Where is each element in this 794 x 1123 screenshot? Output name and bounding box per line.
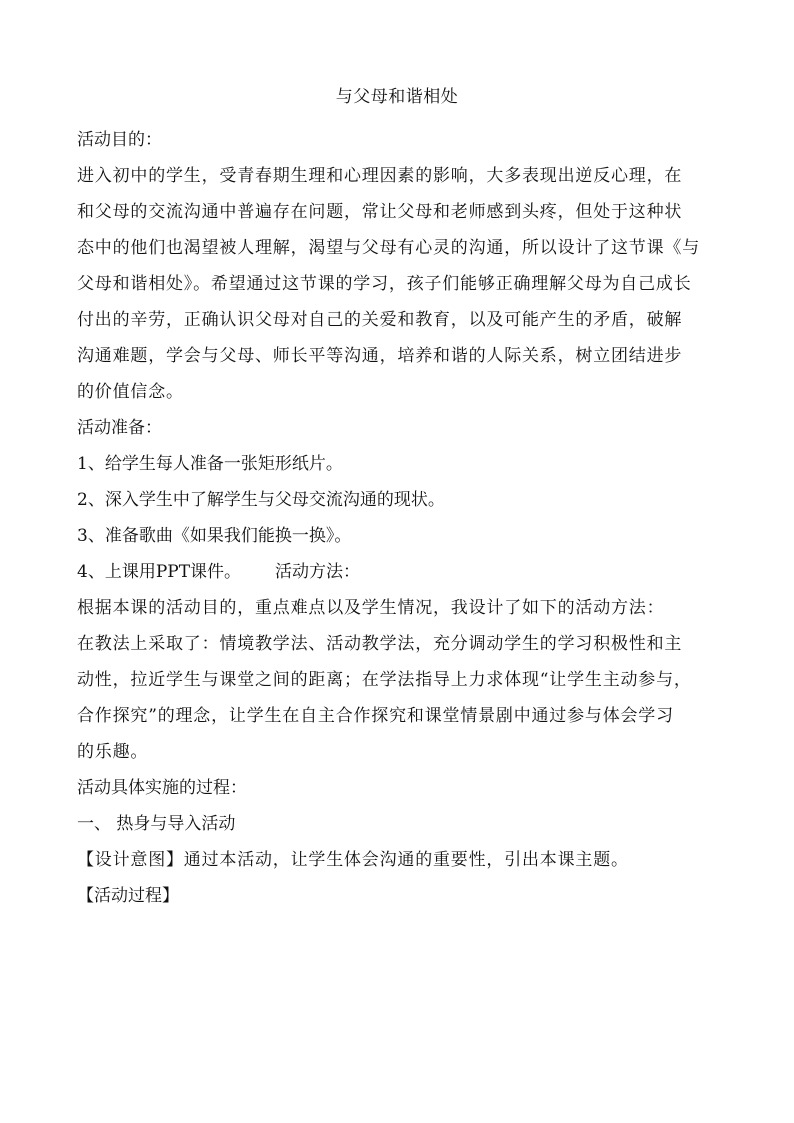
process-subheading-1: 一、 热身与导入活动	[77, 814, 236, 834]
section-heading-process: 活动具体实施的过程：	[77, 778, 247, 798]
objective-line-3: 态中的他们也渴望被人理解，渴望与父母有心灵的沟通，所以设计了这节课《与	[77, 238, 700, 258]
section-heading-objective: 活动目的：	[77, 130, 162, 150]
section-heading-method: 活动方法：	[275, 562, 361, 582]
document-body	[77, 122, 717, 914]
method-line-5: 的乐趣。	[77, 742, 149, 762]
method-line-3: 动性，拉近学生与课堂之间的距离；在学法指导上力求体现“让学生主动参与，	[77, 670, 692, 690]
preparation-item-4: 4、上课用PPT课件。	[77, 562, 242, 582]
design-intent-line: 【设计意图】通过本活动，让学生体会沟通的重要性，引出本课主题。	[77, 850, 629, 870]
objective-line-5: 付出的辛劳，正确认识父母对自己的关爱和教育，以及可能产生的矛盾，破解	[77, 310, 683, 330]
activity-process-heading: 【活动过程】	[77, 886, 179, 906]
preparation-item-2: 2、深入学生中了解学生与父母交流沟通的现状。	[77, 490, 445, 510]
objective-line-1: 进入初中的学生，受青春期生理和心理因素的影响，大多表现出逆反心理，在	[77, 166, 683, 186]
objective-line-6: 沟通难题，学会与父母、师长平等沟通，培养和谐的人际关系，树立团结进步	[77, 346, 683, 366]
preparation-item-3: 3、准备歌曲《如果我们能换一换》。	[77, 526, 352, 546]
objective-line-4: 父母和谐相处》。希望通过这节课的学习，孩子们能够正确理解父母为自己成长	[77, 274, 692, 294]
objective-line-7: 的价值信念。	[77, 382, 184, 402]
section-heading-preparation: 活动准备：	[77, 418, 162, 438]
method-line-1: 根据本课的活动目的，重点难点以及学生情况，我设计了如下的活动方法：	[77, 598, 665, 618]
method-line-4: 合作探究”的理念，让学生在自主合作探究和课堂情景剧中通过参与体会学习	[77, 706, 674, 726]
objective-line-2: 和父母的交流沟通中普遍存在问题，常让父母和老师感到头疼，但处于这种状	[77, 202, 683, 222]
preparation-item-1: 1、给学生每人准备一张矩形纸片。	[77, 454, 343, 474]
document-title: 与父母和谐相处	[335, 87, 459, 107]
preparation-item-4-row	[77, 554, 717, 590]
method-line-2: 在教法上采取了：情境教学法、活动教学法，充分调动学生的学习积极性和主	[77, 634, 683, 654]
